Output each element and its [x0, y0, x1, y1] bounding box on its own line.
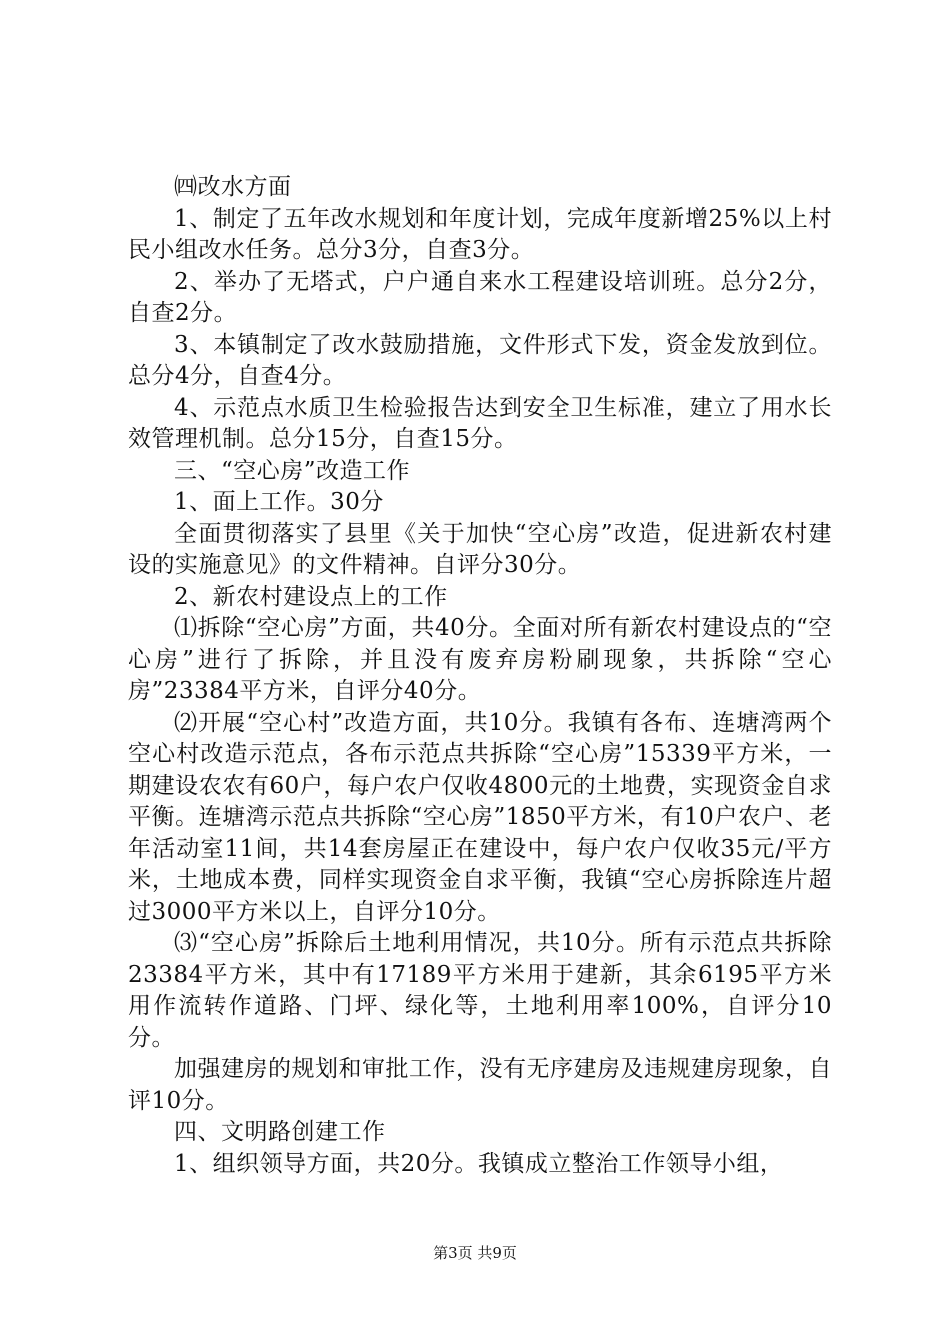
paragraph: 3、本镇制定了改水鼓励措施，文件形式下发，资金发放到位。总分4分，自查4分。: [128, 331, 832, 389]
paragraph: 2、举办了无塔式，户户通自来水工程建设培训班。总分2分，自查2分。: [128, 268, 832, 326]
paragraph: ⑶“空心房”拆除后土地利用情况，共10分。所有示范点共拆除23384平方米，其中有17189平方米用于建新，其余6195平方米用作流转作道路、门坪、绿化等，土地利用率100%，自评分10分。: [128, 930, 832, 1051]
paragraph: ⑴拆除“空心房”方面，共40分。全面对所有新农村建设点的“空心房”进行了拆除，并且没有废弃房粉刷现象，共拆除“空心房”23384平方米，自评分40分。: [128, 615, 832, 704]
paragraph: 1、面上工作。30分: [174, 489, 384, 515]
paragraph: 2、新农村建设点上的工作: [174, 583, 448, 610]
paragraph: 加强建房的规划和审批工作，没有无序建房及违规建房现象，自评10分。: [128, 1056, 832, 1114]
section-heading-civilized-road: 四、文明路创建工作: [174, 1119, 386, 1145]
paragraph: 1、组织领导方面，共20分。我镇成立整治工作领导小组，: [174, 1150, 784, 1177]
paragraph: ⑵开展“空心村”改造方面，共10分。我镇有各布、连塘湾两个空心村改造示范点，各布示范点共拆除“空心房”15339平方米，一期建设农农有60户，每户农户仅收4800元的土地费，实现资金自求平衡。连塘湾示范点共拆除“空心房”1850平方米，有10户农户、老年活动室11间，共14套房屋正在建设中，每户农户仅收35元/平方米，土地成本费，同样实现资金自求平衡，我镇“空心房拆除连片超过3000平方米以上，自评分10分。: [128, 709, 832, 925]
paragraph: 4、示范点水质卫生检验报告达到安全卫生标准，建立了用水长效管理机制。总分15分，自查15分。: [128, 394, 832, 452]
paragraph: 全面贯彻落实了县里《关于加快“空心房”改造，促进新农村建设的实施意见》的文件精神。自评分30分。: [128, 520, 832, 578]
section-heading-hollow-house: 三、“空心房”改造工作: [174, 457, 411, 484]
paragraph: 1、制定了五年改水规划和年度计划，完成年度新增25%以上村民小组改水任务。总分3分，自查3分。: [128, 205, 832, 263]
section-heading-water: ㈣改水方面: [174, 174, 292, 200]
document-body: [128, 172, 832, 1180]
page-number-footer: 第3页 共9页: [433, 1244, 517, 1262]
